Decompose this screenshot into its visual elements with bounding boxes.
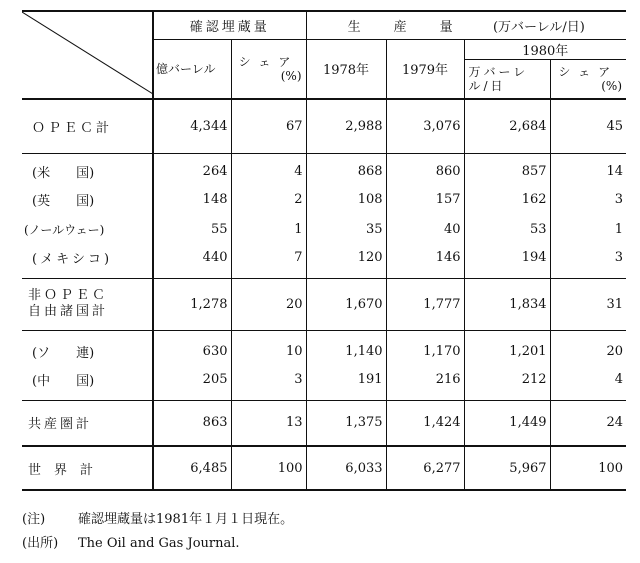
cell-share: 100 [231,446,306,490]
cell-1978: 868 [306,153,386,184]
row-label-nonopec-line2: 自由諸国計 [28,304,109,319]
cell-share-1980: 4 [550,366,626,400]
table-row [22,400,626,446]
cell-1979: 860 [386,153,464,184]
table-row [22,184,626,214]
cell-reserves: 205 [202,372,228,388]
cell-1978: 1,140 [306,330,386,366]
cell-share: 2 [231,184,306,214]
cell-1980: 162 [464,184,550,214]
cell-1980: 2,684 [464,99,550,153]
cell-reserves: 148 [202,191,228,207]
table-row [22,153,626,184]
row-label-communist: 共産圏計 [22,400,153,446]
cell-1979: 157 [386,184,464,214]
cell-1979: 216 [386,366,464,400]
row-label-nonopec-line1: 非ＯＰＥＣ [28,288,109,303]
cell-share: 67 [231,99,306,153]
cell-1980: 194 [464,244,550,278]
cell-reserves: 630 [153,330,231,366]
cell-1979: 1,777 [386,278,464,330]
cell-1980: 1,449 [464,400,550,446]
cell-share: 4 [231,153,306,184]
cell-1980: 53 [464,214,550,244]
table-row [22,99,626,153]
source-label: (出所) [22,536,59,551]
cell-share-1980: 31 [550,278,626,330]
oil-statistics-table-container [22,10,626,491]
cell-1978: 1,375 [306,400,386,446]
cell-share-1980: 1 [550,214,626,244]
source-text: The Oil and Gas Journal. [78,536,240,551]
source-line [22,532,293,556]
year-1978-header: 1978年 [306,39,386,99]
production-header [306,11,626,39]
row-label-opec: ＯＰＥＣ計 [22,99,153,153]
year-1980-header: 1980年 [464,39,626,59]
reserves-header: 確認埋蔵量 [153,11,306,39]
share-1980-pct-label: (%) [601,78,623,93]
cell-share-1980: 20 [550,330,626,366]
table-row [22,244,626,278]
diagonal-line [22,12,153,96]
cell-1979: 6,277 [386,446,464,490]
cell-share: 1 [231,214,306,244]
note-text: 確認埋蔵量は1981年１月１日現在。 [78,512,294,527]
table-row [22,214,626,244]
year-1979-header: 1979年 [386,39,464,99]
cell-1979: 3,076 [386,99,464,153]
cell-share-1980: 45 [550,99,626,153]
oil-statistics-table [22,10,626,491]
header-row-1 [22,11,626,39]
cell-share-1980: 3 [550,244,626,278]
row-label-mexico: (メキシコ) [22,244,153,278]
prod-1980-unit-a: 万バーレ [468,64,529,79]
share-label: シェア [238,54,299,69]
cell-1979: 146 [386,244,464,278]
cell-1978: 191 [306,366,386,400]
cell-share-1980: 24 [550,400,626,446]
cell-1980: 1,834 [464,278,550,330]
cell-reserves: 440 [202,250,228,266]
cell-share: 13 [231,400,306,446]
cell-reserves: 55 [210,221,228,237]
share-1980-header [550,59,626,99]
cell-share-1980: 100 [550,446,626,490]
share-1980-label: シェア [558,64,619,79]
cell-share: 3 [231,366,306,400]
cell-1979: 1,424 [386,400,464,446]
prod-1980-unit-b: ル/日 [468,78,506,93]
row-label-ussr: (ソ 連) [22,330,153,366]
table-row [22,278,626,330]
row-label-uk: (英 国) [22,184,153,214]
cell-1978: 6,033 [306,446,386,490]
cell-1979: 1,170 [386,330,464,366]
table-row [22,446,626,490]
cell-1978: 2,988 [306,99,386,153]
prod-1980-unit-header [464,59,550,99]
cell-1978: 1,670 [306,278,386,330]
cell-reserves: 863 [153,400,231,446]
row-label-world: 世 界 計 [22,446,153,490]
table-row [22,330,626,366]
cell-share: 20 [231,278,306,330]
diagonal-header-cell [22,11,153,99]
row-label-nonopec [22,278,153,330]
row-label-norway: (ノールウェー) [22,214,153,244]
cell-1980: 5,967 [464,446,550,490]
note-line [22,508,293,532]
cell-reserves: 4,344 [153,99,231,153]
cell-share: 7 [231,244,306,278]
cell-reserves: 264 [153,153,231,184]
table-row [22,366,626,400]
cell-reserves: 1,278 [153,278,231,330]
row-label-us: (米 国) [22,153,153,184]
reserves-unit-header: 億バーレル [153,39,231,99]
production-unit: (万バーレル/日) [492,19,585,35]
reserves-share-header [231,39,306,99]
cell-share-1980: 3 [550,184,626,214]
cell-1978: 120 [306,244,386,278]
cell-share: 10 [231,330,306,366]
row-label-china: (中 国) [22,366,153,400]
cell-share-1980: 14 [550,153,626,184]
cell-1980: 857 [464,153,550,184]
cell-1980: 212 [464,366,550,400]
cell-1978: 108 [306,184,386,214]
cell-1979: 40 [386,214,464,244]
table-notes [22,508,293,556]
note-label: (注) [22,512,46,527]
share-pct-label: (%) [280,68,302,83]
cell-1980: 1,201 [464,330,550,366]
production-title: 生 産 量 [347,19,463,35]
cell-1978: 35 [306,214,386,244]
cell-reserves: 6,485 [153,446,231,490]
